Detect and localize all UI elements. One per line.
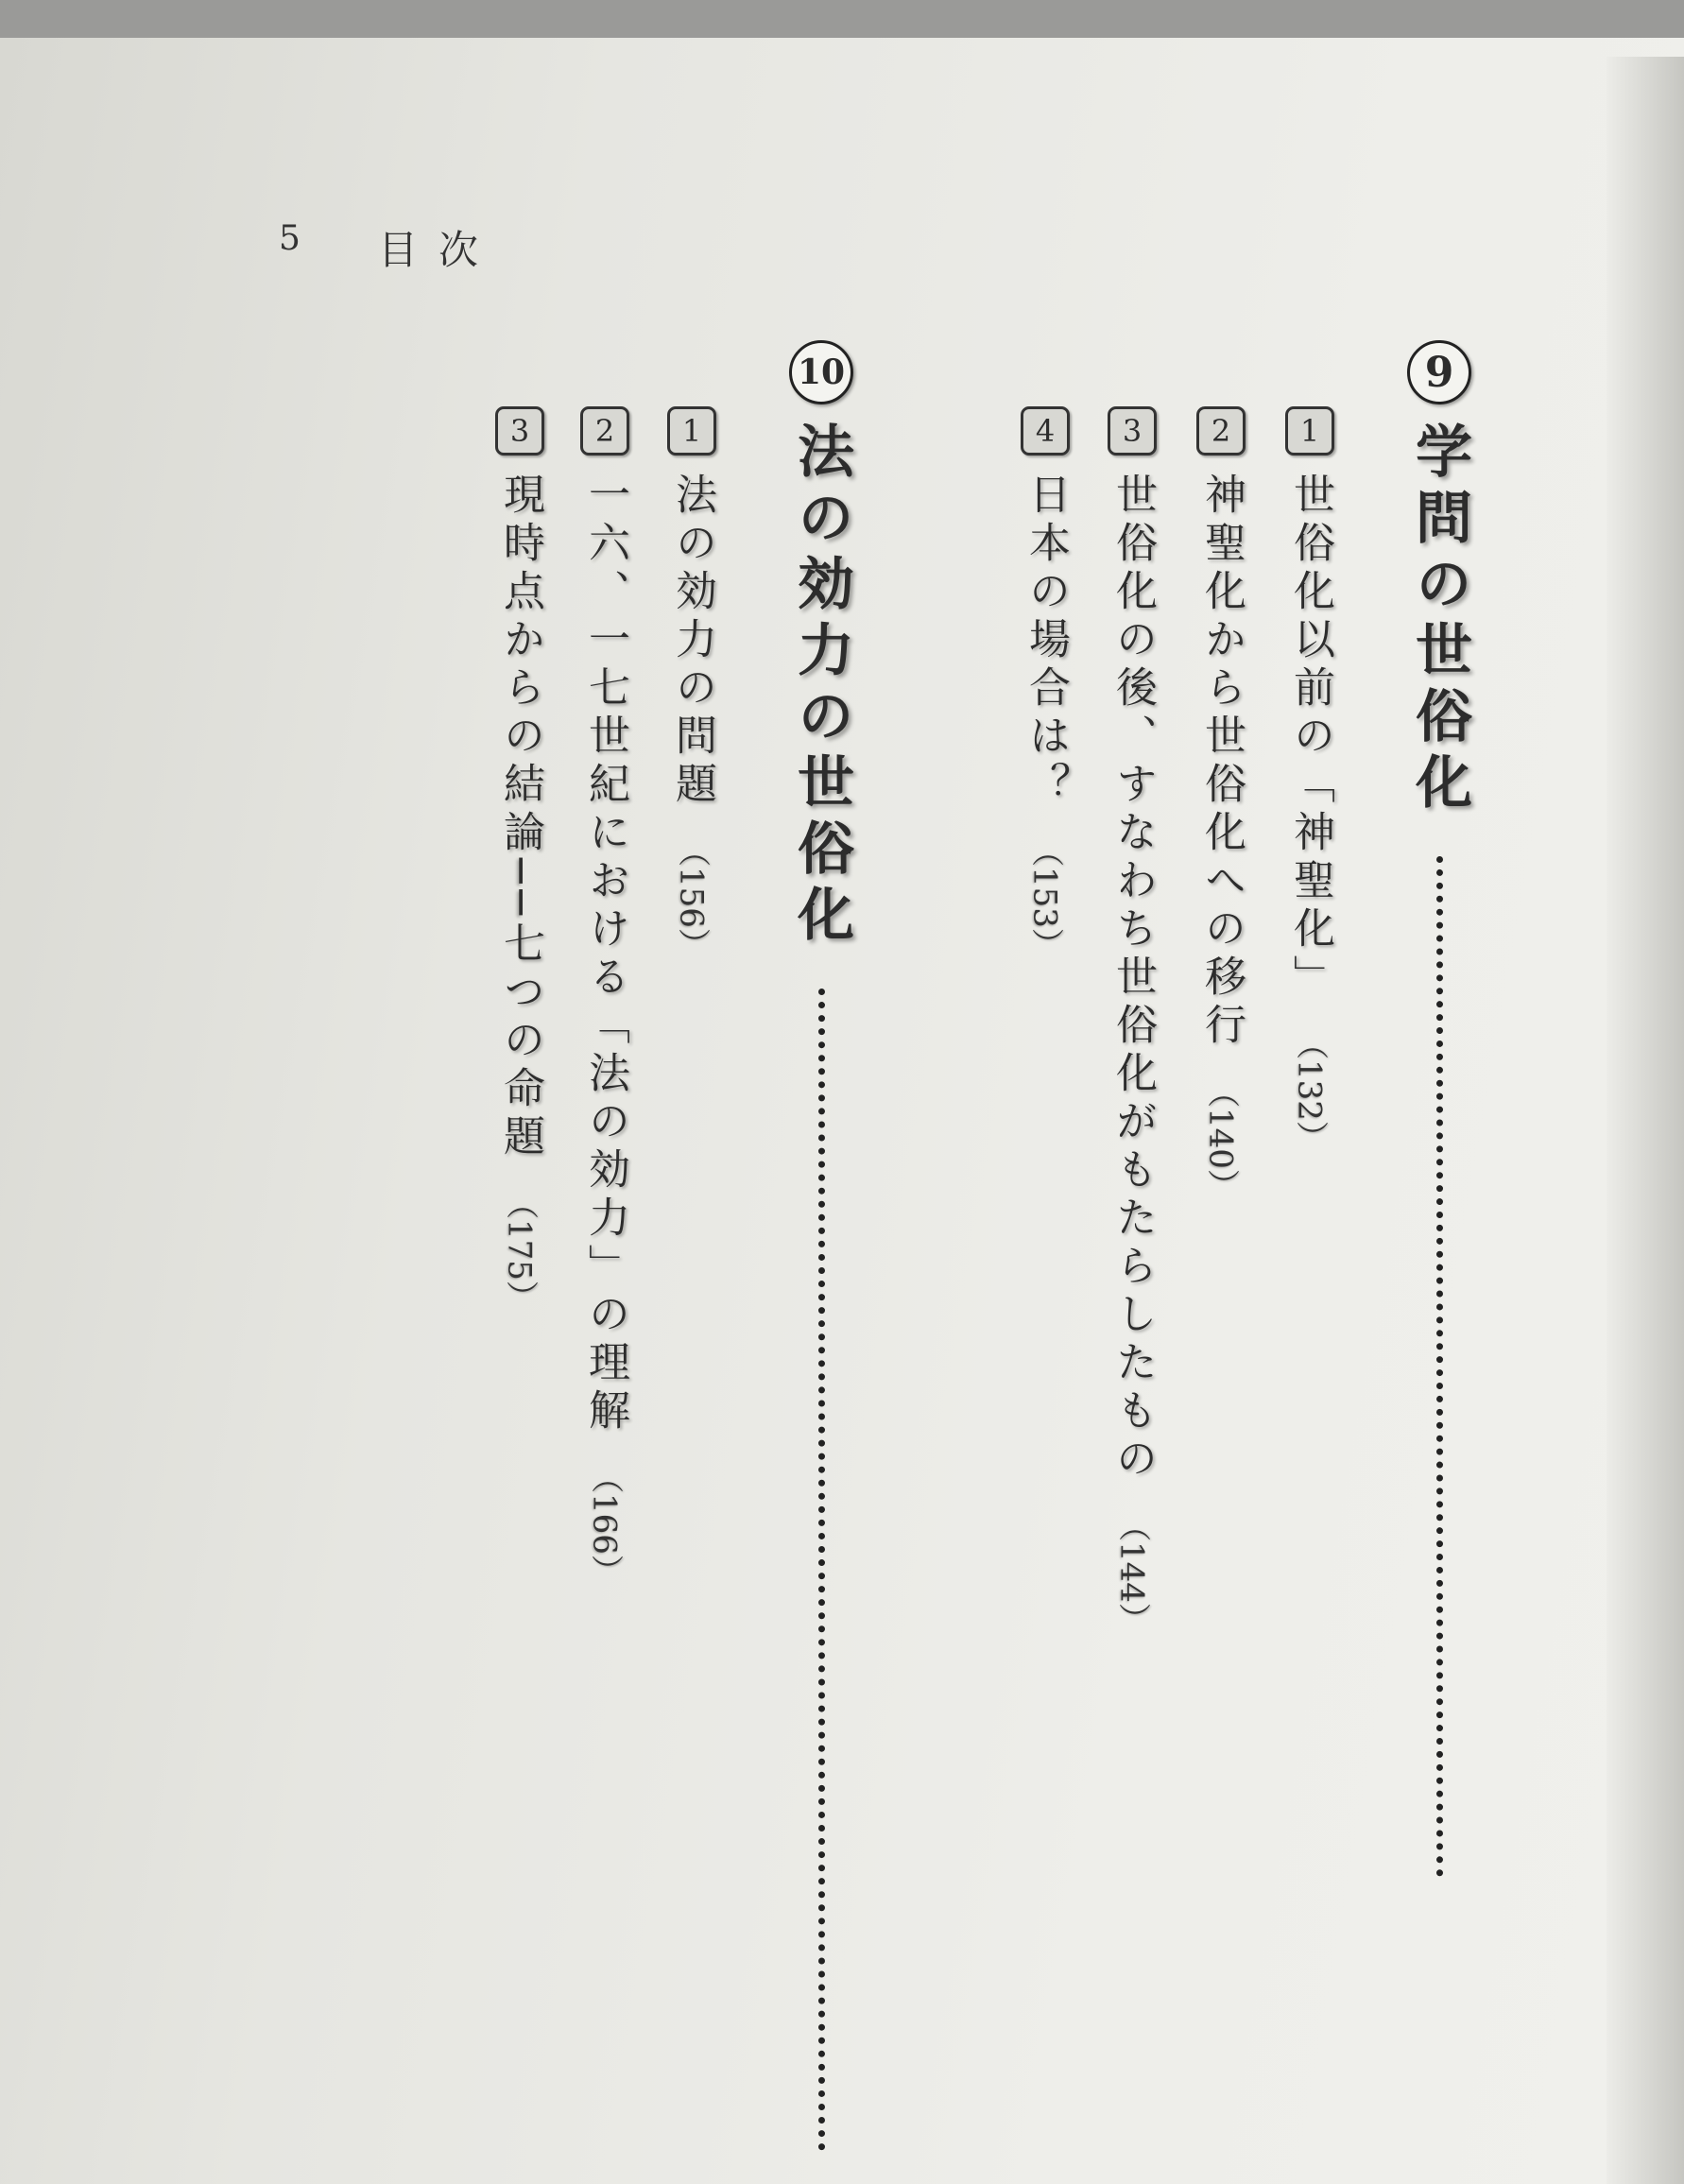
running-header-title: 目次 [378, 227, 500, 273]
item-number-badge: 2 [580, 406, 629, 456]
item-page-ref: （175） [500, 1186, 539, 1313]
item-title: 世俗化の後、すなわち世俗化がもたらしたもの [1108, 473, 1157, 1485]
page-number: 5 [279, 219, 301, 258]
item-title: 法の効力の問題 [668, 473, 716, 810]
toc-item [1191, 406, 1251, 1201]
toc-item [490, 406, 550, 1313]
item-page-ref: （132） [1290, 1027, 1329, 1153]
toc-item [1280, 406, 1340, 1153]
item-title: 世俗化以前の「神聖化」 [1286, 473, 1334, 1003]
item-title: 神聖化から世俗化への移行 [1197, 473, 1246, 1051]
item-number-badge: 3 [495, 406, 544, 456]
dotted-leader [1436, 856, 1443, 1877]
page-edge [1607, 57, 1684, 2184]
item-title: 現時点からの結論──七つの命題 [496, 473, 544, 1162]
toc-item [1102, 406, 1162, 1635]
item-page-ref: （156） [672, 834, 711, 960]
chapter-title: 法の効力の世俗化 [788, 421, 854, 951]
toc-item [1015, 406, 1075, 960]
item-number-badge: 3 [1108, 406, 1157, 456]
toc-item [575, 406, 635, 1587]
item-page-ref: （153） [1025, 834, 1064, 960]
item-number-badge: 2 [1196, 406, 1246, 456]
toc-item [662, 406, 722, 960]
chapter-number-badge: 10 [789, 340, 853, 404]
item-page-ref: （140） [1201, 1075, 1240, 1201]
dotted-leader [818, 989, 825, 2151]
item-page-ref: （144） [1112, 1509, 1151, 1635]
item-number-badge: 4 [1021, 406, 1070, 456]
chapter-title: 学問の世俗化 [1406, 421, 1472, 818]
item-title: 一六、一七世紀における「法の効力」の理解 [581, 473, 629, 1436]
item-page-ref: （166） [585, 1461, 624, 1587]
chapter-9 [1399, 340, 1480, 1877]
item-number-badge: 1 [1285, 406, 1334, 456]
item-title: 日本の場合は？ [1022, 473, 1070, 810]
chapter-number-badge: 9 [1407, 340, 1471, 404]
chapter-10 [781, 340, 862, 2151]
item-number-badge: 1 [667, 406, 716, 456]
